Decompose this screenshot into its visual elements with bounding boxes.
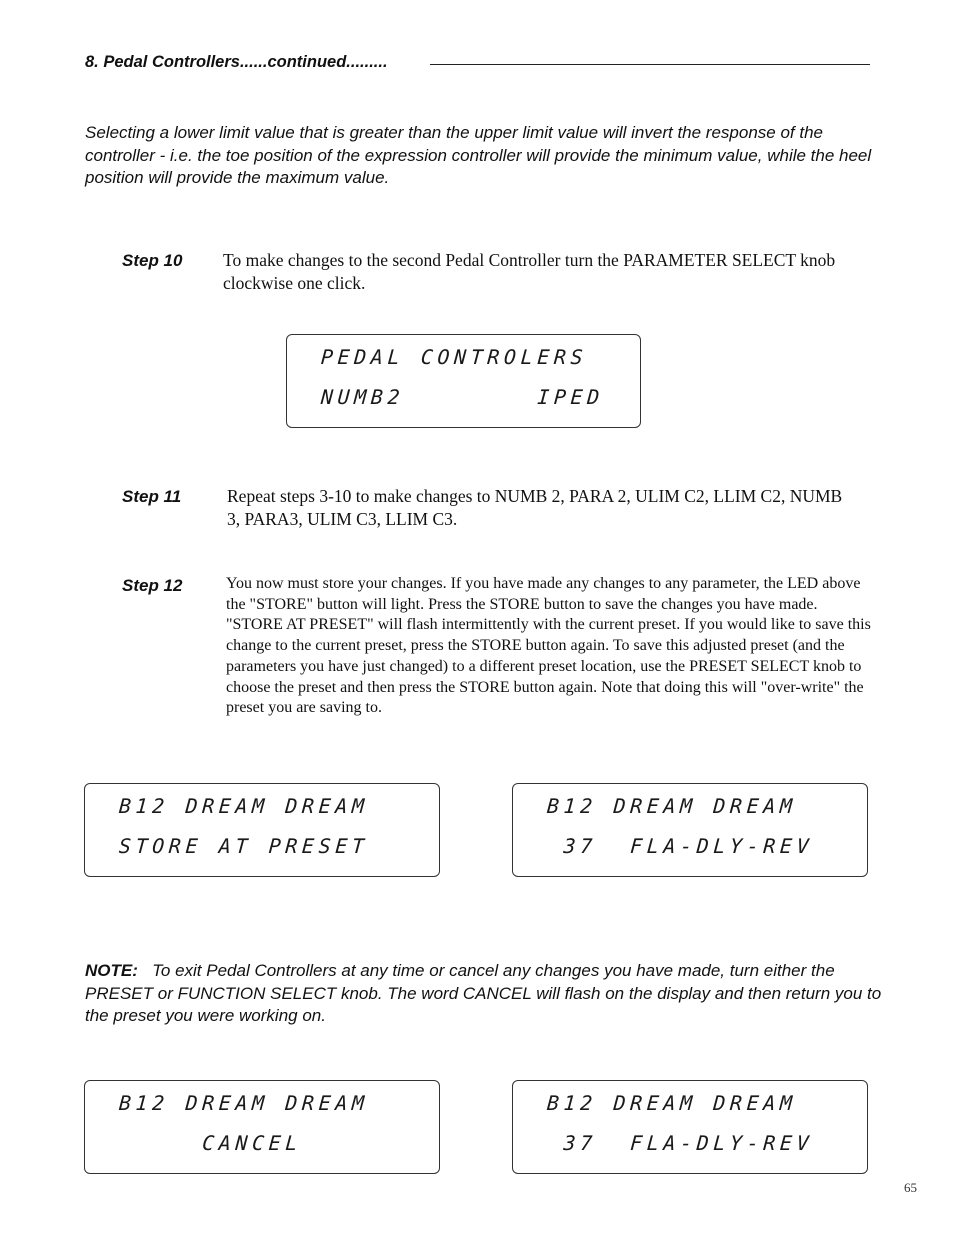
lcd-display-cancel bbox=[84, 1080, 440, 1174]
lcd-line-1: B12 DREAM DREAM bbox=[118, 1091, 370, 1115]
lcd-display-pedal-controllers bbox=[286, 334, 641, 428]
step-10-text: To make changes to the second Pedal Controller turn the PARAMETER SELECT knob clockwise one click. bbox=[223, 250, 836, 293]
note-text: To exit Pedal Controllers at any time or cancel any changes you have made, turn either the PRESET or FUNCTION SELECT knob. The word CANCEL will flash on the display and then return you to the preset you were working on. bbox=[85, 961, 882, 1025]
step-11-label: Step 11 bbox=[122, 487, 182, 506]
step-11-text: Repeat steps 3-10 to make changes to NUMB 2, PARA 2, ULIM C2, LLIM C2, NUMB 3, PARA3, ULIM C3, LLIM C3. bbox=[227, 486, 843, 529]
section-title: 8. Pedal Controllers......continued......... bbox=[85, 53, 388, 71]
lcd-line-2: NUMB2 IPED bbox=[320, 385, 605, 409]
lcd-display-preset-37-return bbox=[512, 1080, 868, 1174]
lcd-line-2: STORE AT PRESET bbox=[118, 834, 370, 858]
note-label: NOTE: bbox=[85, 961, 138, 980]
intro-paragraph: Selecting a lower limit value that is greater than the upper limit value will invert the response of the controller - i.e. the toe position of the expression controller will provide the minimum value, while the heel position will provide the maximum value. bbox=[85, 123, 872, 187]
note-paragraph bbox=[85, 960, 885, 1028]
lcd-line-1: B12 DREAM DREAM bbox=[546, 1091, 798, 1115]
lcd-display-store-at-preset bbox=[84, 783, 440, 877]
lcd-line-1: B12 DREAM DREAM bbox=[118, 794, 370, 818]
lcd-line-1: PEDAL CONTROLERS bbox=[320, 345, 589, 369]
step-10-label: Step 10 bbox=[122, 251, 183, 270]
lcd-line-2: CANCEL bbox=[118, 1131, 303, 1155]
lcd-line-2: 37 FLA-DLY-REV bbox=[546, 1131, 815, 1155]
header-rule bbox=[430, 64, 870, 65]
lcd-line-2: 37 FLA-DLY-REV bbox=[546, 834, 815, 858]
page-number: 65 bbox=[904, 1180, 917, 1195]
lcd-display-preset-37 bbox=[512, 783, 868, 877]
step-12-label: Step 12 bbox=[122, 576, 183, 595]
lcd-line-1: B12 DREAM DREAM bbox=[546, 794, 798, 818]
step-12-text: You now must store your changes. If you have made any changes to any parameter, the LED above the "STORE" button will light. Press the STORE button to save the changes you have made. "STORE AT PRESET" will flash intermittently with the current preset. If you would like to save this change to the current preset, press the STORE button again. To save this adjusted preset (and the parameters you have just changed) to a different preset location, use the PRESET SELECT knob to choose the preset and then press the STORE button again. Note that doing this will "over-write" the preset you are saving to. bbox=[226, 575, 871, 717]
